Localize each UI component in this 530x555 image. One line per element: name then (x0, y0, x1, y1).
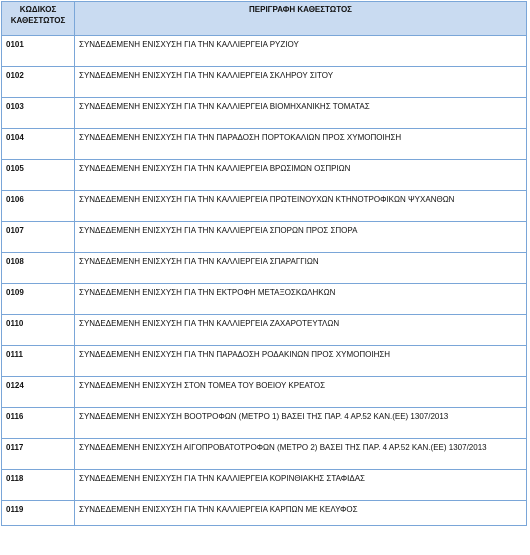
table-row (2, 191, 527, 222)
table-row (2, 439, 527, 470)
scheme-code-cell: 0101 (2, 36, 75, 67)
table-row (2, 501, 527, 526)
scheme-code-cell: 0106 (2, 191, 75, 222)
scheme-description-cell: ΣΥΝΔΕΔΕΜΕΝΗ ΕΝΙΣΧΥΣΗ ΓΙΑ ΤΗΝ ΚΑΛΛΙΕΡΓΕΙΑ ΣΠΟΡΩΝ ΠΡΟΣ ΣΠΟΡΑ (75, 222, 527, 253)
table-row (2, 470, 527, 501)
scheme-description-cell: ΣΥΝΔΕΔΕΜΕΝΗ ΕΝΙΣΧΥΣΗ ΓΙΑ ΤΗΝ ΠΑΡΑΔΟΣΗ ΠΟΡΤΟΚΑΛΙΩΝ ΠΡΟΣ ΧΥΜΟΠΟΙΗΣΗ (75, 129, 527, 160)
scheme-code-cell: 0116 (2, 408, 75, 439)
schemes-table (1, 1, 527, 526)
scheme-description-cell: ΣΥΝΔΕΔΕΜΕΝΗ ΕΝΙΣΧΥΣΗ ΒΟΟΤΡΟΦΩΝ (ΜΕΤΡΟ 1) ΒΑΣΕΙ ΤΗΣ ΠΑΡ. 4 ΑΡ.52 ΚΑΝ.(ΕΕ) 1307/2013 (75, 408, 527, 439)
table-row (2, 315, 527, 346)
scheme-description-cell: ΣΥΝΔΕΔΕΜΕΝΗ ΕΝΙΣΧΥΣΗ ΓΙΑ ΤΗΝ ΚΑΛΛΙΕΡΓΕΙΑ ΚΟΡΙΝΘΙΑΚΗΣ ΣΤΑΦΙΔΑΣ (75, 470, 527, 501)
scheme-description-cell: ΣΥΝΔΕΔΕΜΕΝΗ ΕΝΙΣΧΥΣΗ ΑΙΓΟΠΡΟΒΑΤΟΤΡΟΦΩΝ (ΜΕΤΡΟ 2) ΒΑΣΕΙ ΤΗΣ ΠΑΡ. 4 ΑΡ.52 ΚΑΝ.(ΕΕ) 1307/2013 (75, 439, 527, 470)
table-row (2, 222, 527, 253)
scheme-description-cell: ΣΥΝΔΕΔΕΜΕΝΗ ΕΝΙΣΧΥΣΗ ΓΙΑ ΤΗΝ ΚΑΛΛΙΕΡΓΕΙΑ ΠΡΩΤΕΙΝΟΥΧΩΝ ΚΤΗΝΟΤΡΟΦΙΚΩΝ ΨΥΧΑΝΘΩΝ (75, 191, 527, 222)
scheme-description-cell: ΣΥΝΔΕΔΕΜΕΝΗ ΕΝΙΣΧΥΣΗ ΓΙΑ ΤΗΝ ΕΚΤΡΟΦΗ ΜΕΤΑΞΟΣΚΩΛΗΚΩΝ (75, 284, 527, 315)
table-body (2, 36, 527, 526)
scheme-code-cell: 0111 (2, 346, 75, 377)
scheme-code-cell: 0118 (2, 470, 75, 501)
scheme-description-cell: ΣΥΝΔΕΔΕΜΕΝΗ ΕΝΙΣΧΥΣΗ ΓΙΑ ΤΗΝ ΚΑΛΛΙΕΡΓΕΙΑ ΡΥΖΙΟΥ (75, 36, 527, 67)
scheme-description-cell: ΣΥΝΔΕΔΕΜΕΝΗ ΕΝΙΣΧΥΣΗ ΓΙΑ ΤΗΝ ΚΑΛΛΙΕΡΓΕΙΑ ΖΑΧΑΡΟΤΕΥΤΛΩΝ (75, 315, 527, 346)
scheme-code-cell: 0109 (2, 284, 75, 315)
table-row (2, 346, 527, 377)
scheme-code-cell: 0102 (2, 67, 75, 98)
column-header-description: ΠΕΡΙΓΡΑΦΗ ΚΑΘΕΣΤΩΤΟΣ (75, 2, 527, 36)
table-row (2, 36, 527, 67)
scheme-code-cell: 0107 (2, 222, 75, 253)
scheme-description-cell: ΣΥΝΔΕΔΕΜΕΝΗ ΕΝΙΣΧΥΣΗ ΓΙΑ ΤΗΝ ΚΑΛΛΙΕΡΓΕΙΑ ΒΡΩΣΙΜΩΝ ΟΣΠΡΙΩΝ (75, 160, 527, 191)
table-row (2, 377, 527, 408)
scheme-code-cell: 0124 (2, 377, 75, 408)
scheme-description-cell: ΣΥΝΔΕΔΕΜΕΝΗ ΕΝΙΣΧΥΣΗ ΓΙΑ ΤΗΝ ΚΑΛΛΙΕΡΓΕΙΑ ΣΠΑΡΑΓΓΙΩΝ (75, 253, 527, 284)
scheme-code-cell: 0103 (2, 98, 75, 129)
scheme-description-cell: ΣΥΝΔΕΔΕΜΕΝΗ ΕΝΙΣΧΥΣΗ ΣΤΟΝ ΤΟΜΕΑ ΤΟΥ ΒΟΕΙΟΥ ΚΡΕΑΤΟΣ (75, 377, 527, 408)
table-row (2, 408, 527, 439)
scheme-description-cell: ΣΥΝΔΕΔΕΜΕΝΗ ΕΝΙΣΧΥΣΗ ΓΙΑ ΤΗΝ ΚΑΛΛΙΕΡΓΕΙΑ ΚΑΡΠΩΝ ΜΕ ΚΕΛΥΦΟΣ (75, 501, 527, 526)
scheme-description-cell: ΣΥΝΔΕΔΕΜΕΝΗ ΕΝΙΣΧΥΣΗ ΓΙΑ ΤΗΝ ΚΑΛΛΙΕΡΓΕΙΑ ΒΙΟΜΗΧΑΝΙΚΗΣ ΤΟΜΑΤΑΣ (75, 98, 527, 129)
table-row (2, 67, 527, 98)
table-row (2, 98, 527, 129)
table-header (2, 2, 527, 36)
table-row (2, 160, 527, 191)
table-row (2, 284, 527, 315)
scheme-code-cell: 0119 (2, 501, 75, 526)
scheme-code-cell: 0104 (2, 129, 75, 160)
table-row (2, 253, 527, 284)
scheme-code-cell: 0105 (2, 160, 75, 191)
column-header-code: ΚΩΔΙΚΟΣ ΚΑΘΕΣΤΩΤΟΣ (2, 2, 75, 36)
scheme-description-cell: ΣΥΝΔΕΔΕΜΕΝΗ ΕΝΙΣΧΥΣΗ ΓΙΑ ΤΗΝ ΠΑΡΑΔΟΣΗ ΡΟΔΑΚΙΝΩΝ ΠΡΟΣ ΧΥΜΟΠΟΙΗΣΗ (75, 346, 527, 377)
scheme-code-cell: 0117 (2, 439, 75, 470)
scheme-code-cell: 0108 (2, 253, 75, 284)
table-row (2, 129, 527, 160)
scheme-description-cell: ΣΥΝΔΕΔΕΜΕΝΗ ΕΝΙΣΧΥΣΗ ΓΙΑ ΤΗΝ ΚΑΛΛΙΕΡΓΕΙΑ ΣΚΛΗΡΟΥ ΣΙΤΟΥ (75, 67, 527, 98)
scheme-code-cell: 0110 (2, 315, 75, 346)
header-row (2, 2, 527, 36)
